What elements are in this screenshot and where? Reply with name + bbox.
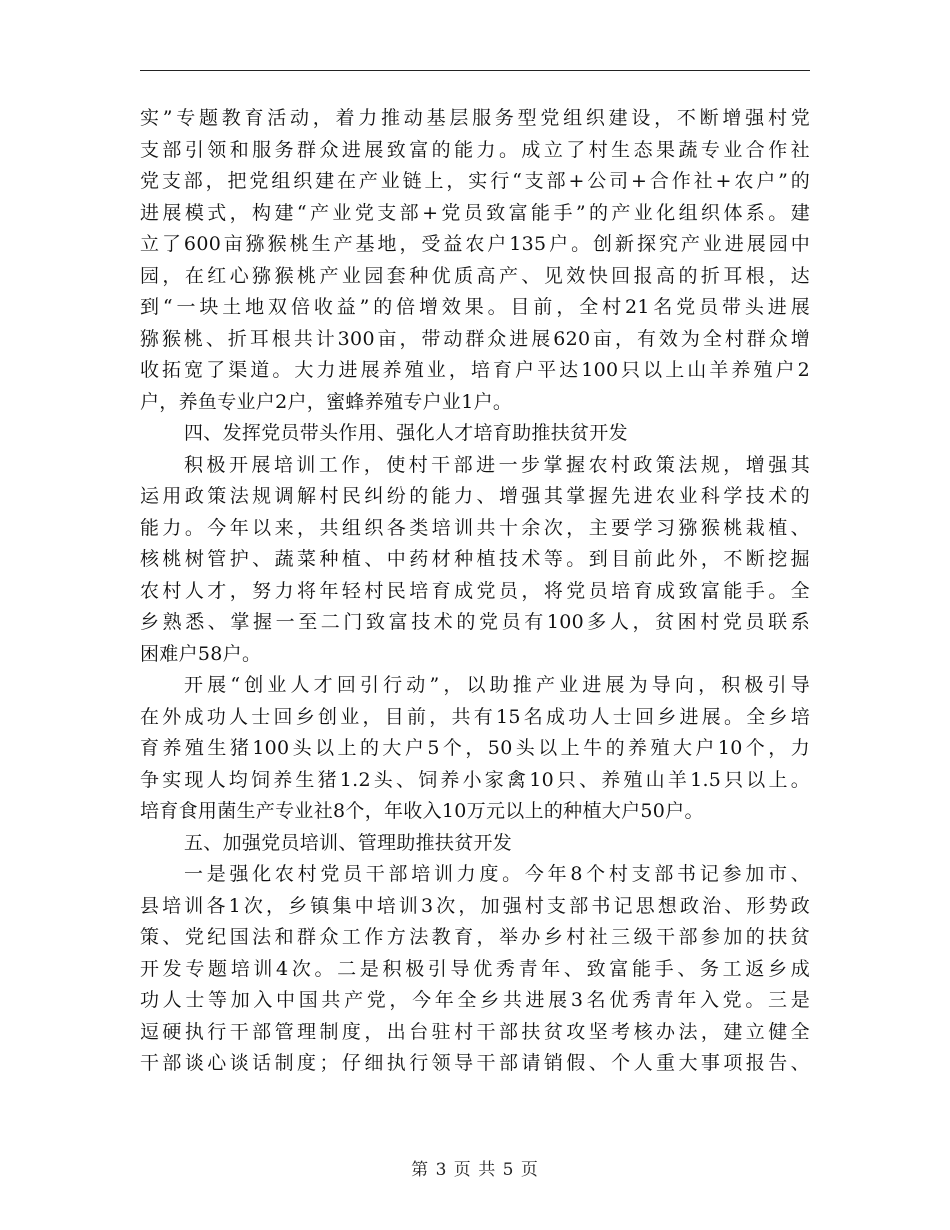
- text-line: 逗硬执行干部管理制度，出台驻村干部扶贫攻坚考核办法，建立健全: [140, 1020, 810, 1043]
- text-line: 运用政策法规调解村民纠纷的能力、增强其掌握先进农业科学技术的: [140, 485, 810, 507]
- text-line: 县培训各1次，乡镇集中培训3次，加强村支部书记思想政治、形势政: [140, 894, 810, 917]
- text-line: 核桃树管护、蔬菜种植、中药材种植技术等。到目前此外，不断挖掘: [140, 548, 810, 570]
- text-line: 党支部，把党组织建在产业链上，实行“支部+公司+合作社+农户”的: [140, 170, 810, 192]
- page-footer: [0, 1155, 950, 1180]
- text-line: 培育食用菌生产专业社8个，年收入10万元以上的种植大户50户。: [140, 800, 704, 822]
- text-line: 能力。今年以来，共组织各类培训共十余次，主要学习猕猴桃栽植、: [140, 516, 810, 539]
- text-line: 支部引领和服务群众进展致富的能力。成立了村生态果蔬专业合作社: [140, 138, 810, 161]
- text-line: 猕猴桃、折耳根共计300亩，带动群众进展620亩，有效为全村群众增: [140, 327, 810, 350]
- text-line: 干部谈心谈话制度；仔细执行领导干部请销假、个人重大事项报告、: [140, 1052, 810, 1074]
- text-line: 功人士等加入中国共产党，今年全乡共进展3名优秀青年入党。三是: [140, 989, 810, 1011]
- text-line: 争实现人均饲养生猪1.2头、饲养小家禽10只、养殖山羊1.5只以上。: [140, 768, 810, 791]
- text-line: 乡熟悉、掌握一至二门致富技术的党员有100多人，贫困村党员联系: [140, 611, 810, 633]
- text-line: 育养殖生猪100头以上的大户5个，50头以上牛的养殖大户10个，力: [140, 737, 810, 759]
- text-line: 立了600亩猕猴桃生产基地，受益农户135户。创新探究产业进展园中: [140, 233, 810, 255]
- document-body: [140, 103, 810, 1080]
- text-line: 开发专题培训4次。二是积极引导优秀青年、致富能手、务工返乡成: [140, 957, 810, 980]
- text-line: 园，在红心猕猴桃产业园套种优质高产、见效快回报高的折耳根，达: [140, 264, 810, 287]
- text-line: 五、加强党员培训、管理助推扶贫开发: [184, 831, 513, 854]
- text-line: 一是强化农村党员干部培训力度。今年8个村支部书记参加市、: [184, 863, 810, 885]
- text-line: 进展模式，构建“产业党支部+党员致富能手”的产业化组织体系。建: [140, 201, 810, 224]
- text-line: 收拓宽了渠道。大力进展养殖业，培育户平达100只以上山羊养殖户2: [140, 359, 810, 381]
- text-line: 农村人才，努力将年轻村民培育成党员，将党员培育成致富能手。全: [140, 579, 810, 602]
- text-line: 实”专题教育活动，着力推动基层服务型党组织建设，不断增强村党: [140, 107, 810, 129]
- text-line: 困难户58户。: [140, 642, 262, 665]
- text-line: 四、发挥党员带头作用、强化人才培育助推扶贫开发: [184, 422, 628, 444]
- page-number-label: 第 3 页 共 5 页: [411, 1160, 539, 1180]
- text-line: 户，养鱼专业户2户，蜜蜂养殖专户业1户。: [140, 390, 513, 413]
- text-line: 开展“创业人才回引行动”，以助推产业进展为导向，积极引导: [184, 674, 810, 696]
- text-line: 到“一块土地双倍收益”的倍增效果。目前，全村21名党员带头进展: [140, 296, 810, 318]
- header-rule: [140, 70, 810, 71]
- text-line: 策、党纪国法和群众工作方法教育，举办乡村社三级干部参加的扶贫: [140, 926, 810, 948]
- text-line: 在外成功人士回乡创业，目前，共有15名成功人士回乡进展。全乡培: [140, 705, 810, 728]
- text-line: 积极开展培训工作，使村干部进一步掌握农村政策法规，增强其: [184, 453, 810, 476]
